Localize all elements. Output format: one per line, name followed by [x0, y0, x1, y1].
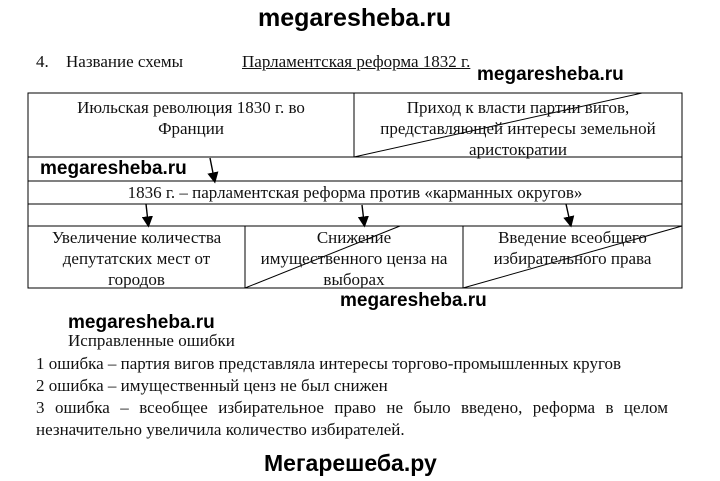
watermark-center: megaresheba.ru — [340, 290, 487, 311]
cell-bottom-left-line-2: депутатских мест от — [62, 249, 211, 268]
arrow-to-middle — [210, 158, 214, 178]
watermark-mid-right: megaresheba.ru — [477, 64, 624, 85]
cell-top-right-line-3: аристократии — [469, 140, 567, 159]
cell-bottom-right-line-1: Введение всеобщего — [498, 228, 647, 247]
watermark-bottom: Мегарешеба.ру — [264, 450, 437, 476]
arrow-to-bottom-right — [566, 204, 570, 222]
cell-bottom-middle-line-1: Снижение — [316, 228, 392, 247]
task-number: 4. — [36, 52, 49, 71]
cell-top-left-line-2: Франции — [158, 119, 224, 138]
cell-bottom-middle — [247, 227, 461, 290]
watermark-left: megaresheba.ru — [40, 158, 187, 179]
cell-bottom-right-line-2: избирательного права — [493, 249, 652, 268]
corrections-heading: Исправленные ошибки — [68, 331, 235, 350]
cell-top-right — [356, 97, 680, 160]
scheme-label: Название схемы — [66, 52, 183, 71]
cell-bottom-middle-line-3: выборах — [323, 270, 385, 289]
correction-line-1: 1 ошибка – партия вигов представляла интересы торгово-промышленных кругов — [36, 354, 622, 373]
watermark-top: megaresheba.ru — [258, 4, 452, 32]
cell-bottom-middle-line-2: имущественного ценза на — [260, 249, 448, 268]
cell-bottom-left-line-1: Увеличение количества — [51, 228, 222, 247]
arrow-to-bottom-middle — [362, 205, 364, 222]
cell-bottom-right — [465, 227, 680, 269]
cell-top-right-line-2: представляющей интересы земельной — [380, 119, 656, 138]
scheme-title: Парламентская реформа 1832 г. — [242, 52, 471, 71]
cell-top-left — [30, 97, 352, 139]
cell-bottom-left-line-3: городов — [108, 270, 165, 289]
cell-middle: 1836 г. – парламентская реформа против «карманных округов» — [127, 183, 583, 202]
arrow-to-bottom-left — [146, 204, 148, 222]
cell-top-right-line-1: Приход к власти партии вигов, — [406, 98, 630, 117]
correction-line-2: 2 ошибка – имущественный ценз не был снижен — [36, 376, 388, 395]
watermark-left-lower: megaresheba.ru — [68, 312, 215, 333]
cell-bottom-left — [30, 227, 243, 290]
correction-line-3: 3 ошибка – всеобщее избирательное право не было введено, реформа в целом — [36, 398, 668, 417]
spacer-row-2 — [28, 204, 682, 226]
cell-top-left-line-1: Июльская революция 1830 г. во — [77, 98, 305, 117]
correction-line-4: незначительно увеличила количество избирателей. — [36, 420, 405, 439]
